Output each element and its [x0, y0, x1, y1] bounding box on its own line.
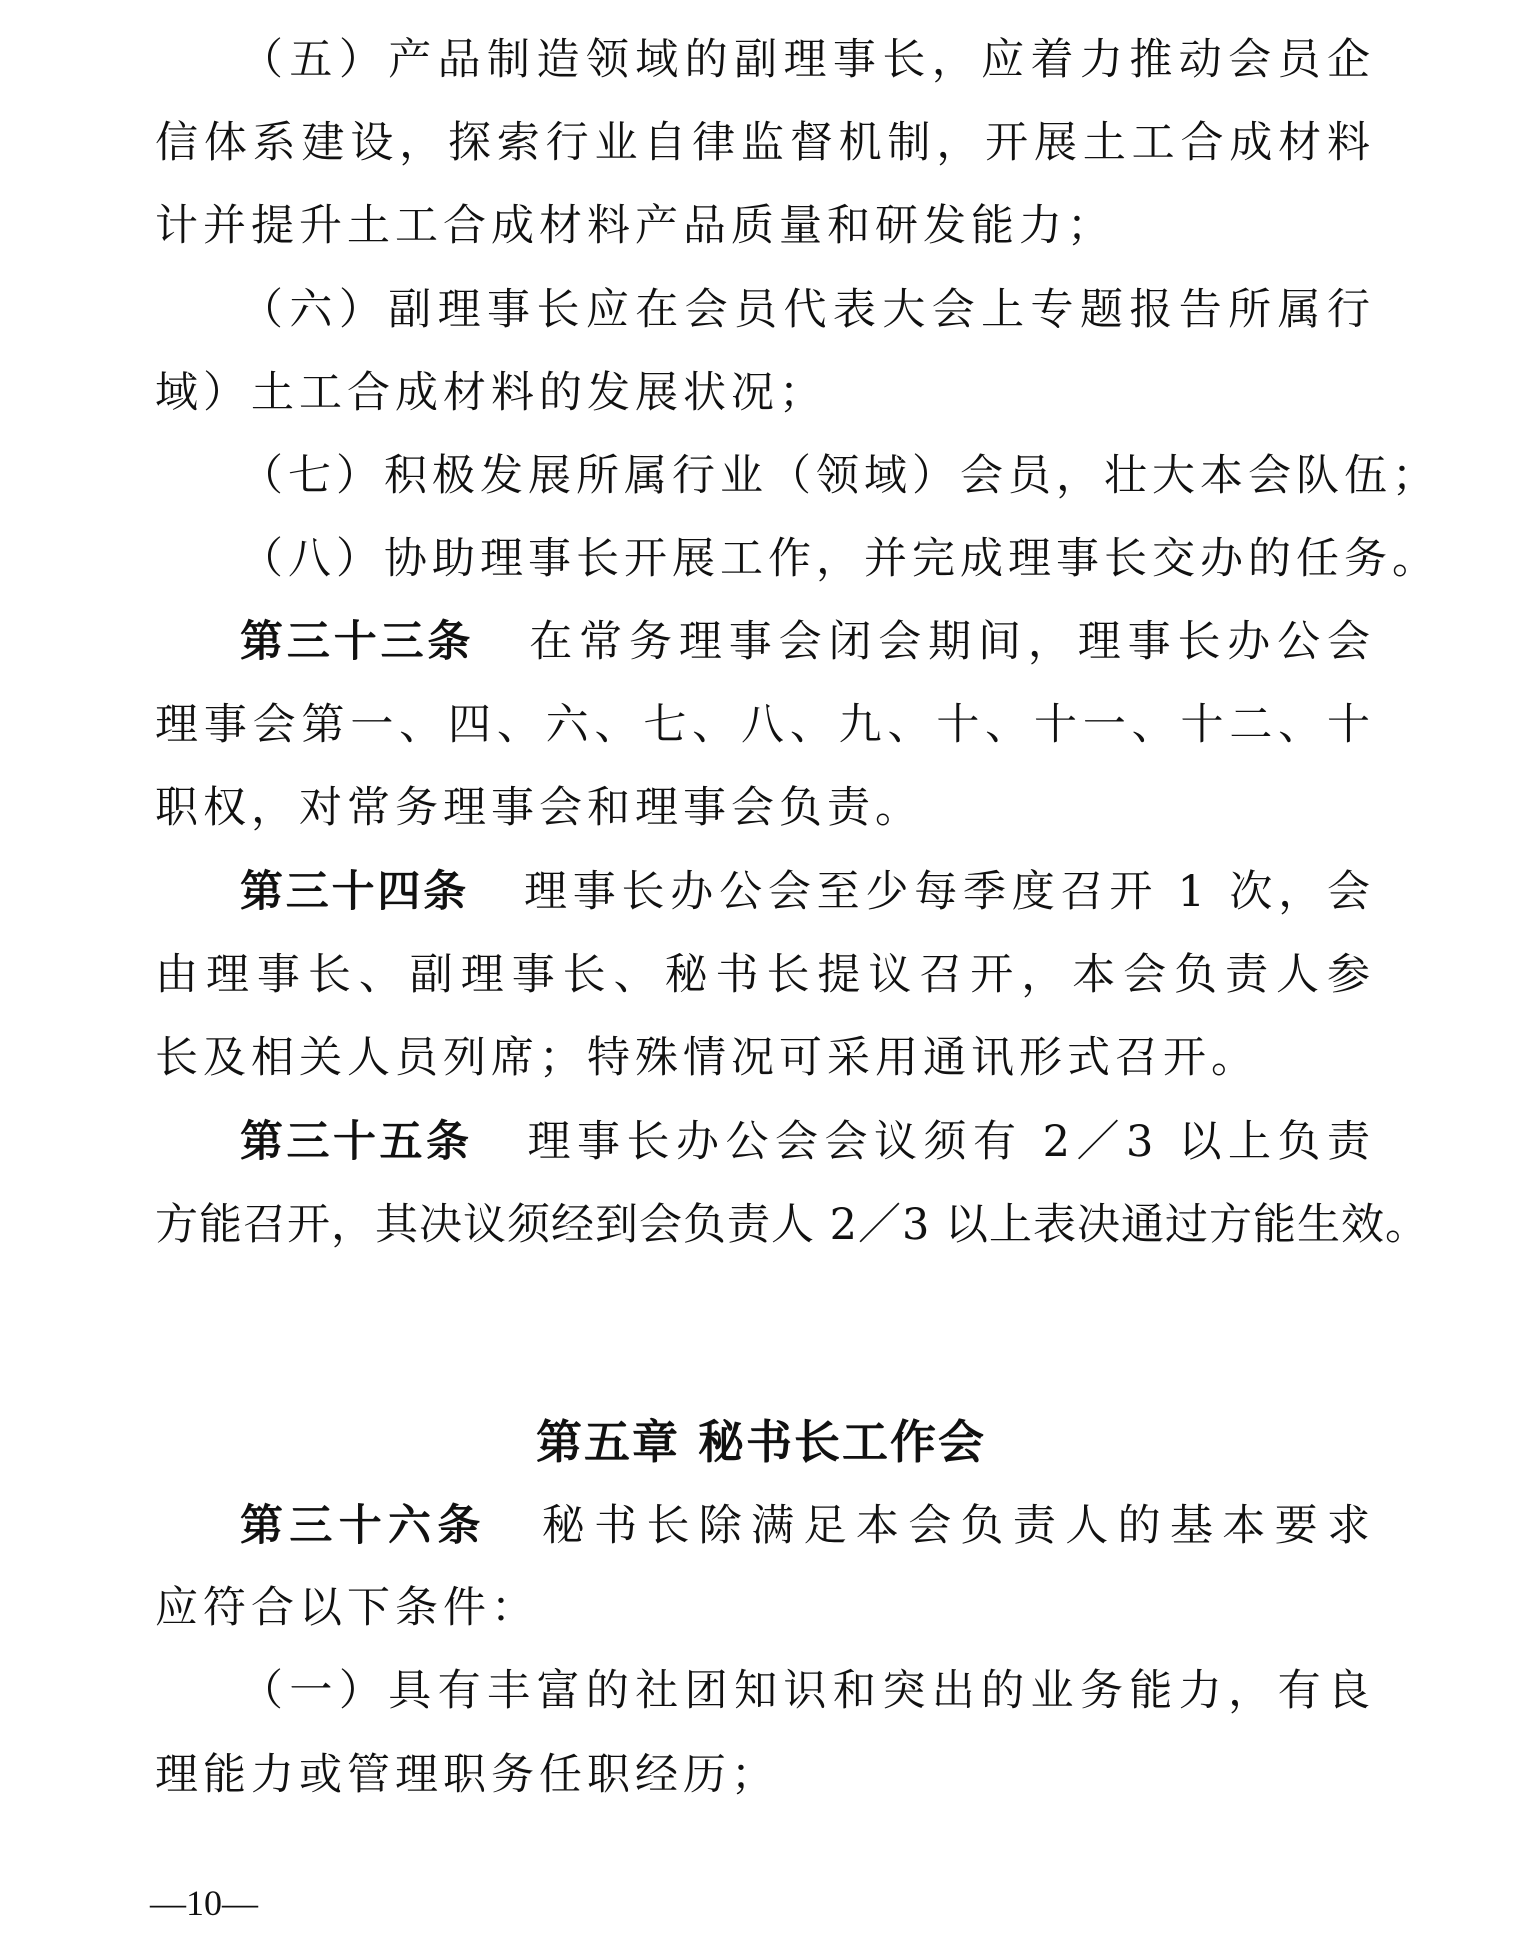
article-34-text: 理事长办公会至少每季度召开 1 次，会: [523, 867, 1375, 917]
paragraph-line: 长及相关人员列席；特殊情况可采用通讯形式召开。: [155, 1033, 1259, 1083]
article-36-label: 第三十六条: [240, 1501, 487, 1551]
paragraph-line: 计并提升土工合成材料产品质量和研发能力；: [155, 201, 1115, 251]
paragraph-line: 职权，对常务理事会和理事会负责。: [155, 783, 923, 833]
article-33-text: 在常务理事会闭会期间，理事长办公会: [529, 617, 1375, 667]
paragraph-line: （六）副理事长应在会员代表大会上专题报告所属行: [240, 285, 1375, 335]
article-34-first-line: [240, 862, 1375, 922]
chapter-title: 第五章 秘书长工作会: [535, 1415, 986, 1469]
article-34-label: 第三十四条: [240, 867, 469, 917]
article-35-text: 理事长办公会会议须有 2／3 以上负责: [527, 1117, 1375, 1167]
paragraph-line: （五）产品制造领域的副理事长，应着力推动会员企: [240, 35, 1375, 85]
article-35-first-line: [240, 1112, 1375, 1172]
article-33-first-line: [240, 612, 1375, 672]
article-36-text: 秘书长除满足本会负责人的基本要求: [541, 1501, 1375, 1551]
paragraph-line: （八）协助理事长开展工作，并完成理事长交办的任务。: [240, 534, 1440, 584]
article-36-first-line: [240, 1496, 1375, 1556]
paragraph-line: 域）土工合成材料的发展状况；: [155, 368, 827, 418]
paragraph-line: （一）具有丰富的社团知识和突出的业务能力，有良: [240, 1666, 1375, 1716]
article-35-label: 第三十五条: [240, 1117, 473, 1167]
paragraph-line: （七）积极发展所属行业（领域）会员，壮大本会队伍；: [240, 451, 1440, 501]
paragraph-line: 由理事长、副理事长、秘书长提议召开，本会负责人参: [155, 950, 1375, 1000]
paragraph-line: 方能召开，其决议须经到会负责人 2／3 以上表决通过方能生效。: [155, 1200, 1430, 1250]
article-33-label: 第三十三条: [240, 617, 475, 667]
paragraph-line: 信体系建设，探索行业自律监督机制，开展土工合成材料: [155, 118, 1375, 168]
paragraph-line: 理能力或管理职务任职经历；: [155, 1750, 779, 1800]
paragraph-line: 应符合以下条件：: [155, 1583, 539, 1633]
paragraph-line: 理事会第一、四、六、七、八、九、十、十一、十二、十: [155, 700, 1375, 750]
page-number: —10—: [150, 1883, 258, 1923]
